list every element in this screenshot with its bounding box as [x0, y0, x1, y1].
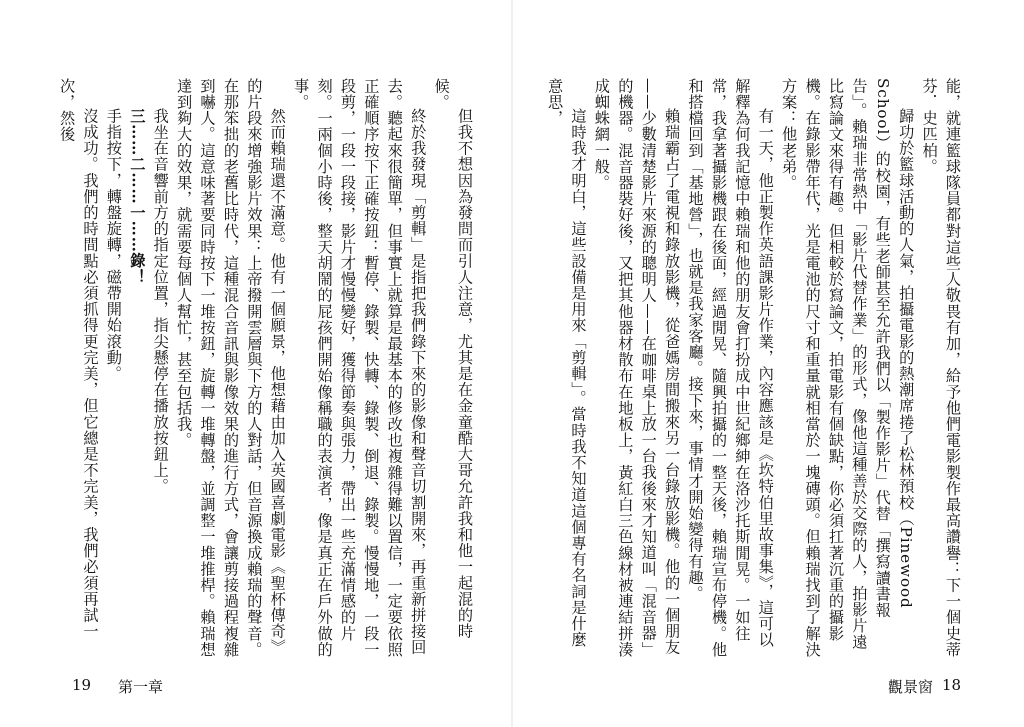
left-page-text	[58, 78, 476, 658]
paragraph: 有一天，他正製作英語課影片作業，內容應該是《坎特伯里故事集》，這可以解釋為何我記憶中賴瑞和他的朋友會打扮成中世紀鄉紳在洛沙托斯閒晃。一如往常，我拿著攝影機跟在後面，經過閒晃、隨興拍攝的一整天後，賴瑞宣布停機。他和搭檔回到「基地營」，也就是我家客廳。接下來，事情才開始變得有趣。	[686, 78, 775, 658]
paragraph: 歸功於籃球活動的人氣，拍攝電影的熱潮席捲了松林預校（Pinewood School）的校園，有些老師甚至允許我們以「製作影片」代替「撰寫讀書報告」。賴瑞非常熱中「影片代替作業」的形式，像他這種善於交際的人，拍影片遠比寫論文來得有趣。但相較於寫論文，拍電影有個缺點，你必須扛著沉重的攝影機。在錄影帶年代，光是電池的尺寸和重量就相當於一塊磚頭。但賴瑞找到了解決方案：他老弟。	[780, 78, 916, 658]
paragraph: 沒成功。我們的時間點必須抓得更完美，但它總是不完美，我們必須再試一次，然後	[58, 78, 100, 640]
right-page-text	[544, 78, 964, 658]
paragraph: 我坐在音響前方的指定位置，指尖懸停在播放按鈕上。	[151, 108, 170, 495]
paragraph: 然而賴瑞還不滿意。他有一個願景，他想藉由加入英國喜劇電影《聖杯傳奇》的片段來增強影片效果：上帝撥開雲層與下方的人對話，但音源換成賴瑞的聲音。在那笨拙的老舊比時代，這種混合音訊與影像效果的進行方式，會讓剪接過程複雜到嚇人。這意味著要同時按下一堆按鈕，旋轉一堆轉盤，並調整一堆推桿。賴瑞想達到夠大的效果，就需要每個人幫忙，甚至包括我。	[175, 78, 287, 658]
paragraph: 能，就連籃球隊員都對這些人敬畏有加，給予他們電影製作最高讚譽：下一個史蒂芬．史匹柏。	[920, 78, 962, 658]
page-number: 18	[942, 676, 962, 694]
page-number: 19	[72, 676, 92, 694]
paragraph: 三……二……一……錄！	[128, 108, 147, 286]
paragraph: 終於我發現「剪輯」是指把我們錄下來的影像和聲音切割開來，再重新拼接回去。聽起來很簡單，但事實上就算是最基本的修改也複雜得難以置信，一定要依照正確順序按下正確按鈕：暫停、錄製、快轉、錄製、倒退、錄製。慢慢地，一段一段剪，一段一段接，影片才慢慢變好，獲得節奏與張力，帶出一些充滿情感的片刻。一兩個小時後，整天胡鬧的屁孩們開始像稱職的表演者，像是真正在戶外做的事。	[292, 78, 428, 658]
chapter-label: 第一章	[118, 678, 164, 696]
book-title: 觀景窗	[888, 678, 934, 696]
paragraph: 賴瑞霸占了電視和錄放影機，從爸媽房間搬來另一台錄放影機。他的一個朋友——少數清楚影片來源的聰明人——在咖啡桌上放一台我後來才知道叫「混音器」的機器。混音器裝好後，又把其他器材散布在地板上，黃紅白三色線材被連結拼湊成蜘蛛網一般。	[592, 78, 682, 658]
paragraph: 這時我才明白，這些設備是用來「剪輯」。當時我不知道這個專有名詞是什麼意思，	[546, 78, 588, 649]
paragraph: 但我不想因為發問而引人注意，尤其是在金童酷大哥允許我和他一起混的時候。	[432, 78, 474, 640]
paragraph: 手指按下，轉盤旋轉，磁帶開始滾動。	[104, 108, 123, 383]
right-page	[512, 0, 1024, 727]
